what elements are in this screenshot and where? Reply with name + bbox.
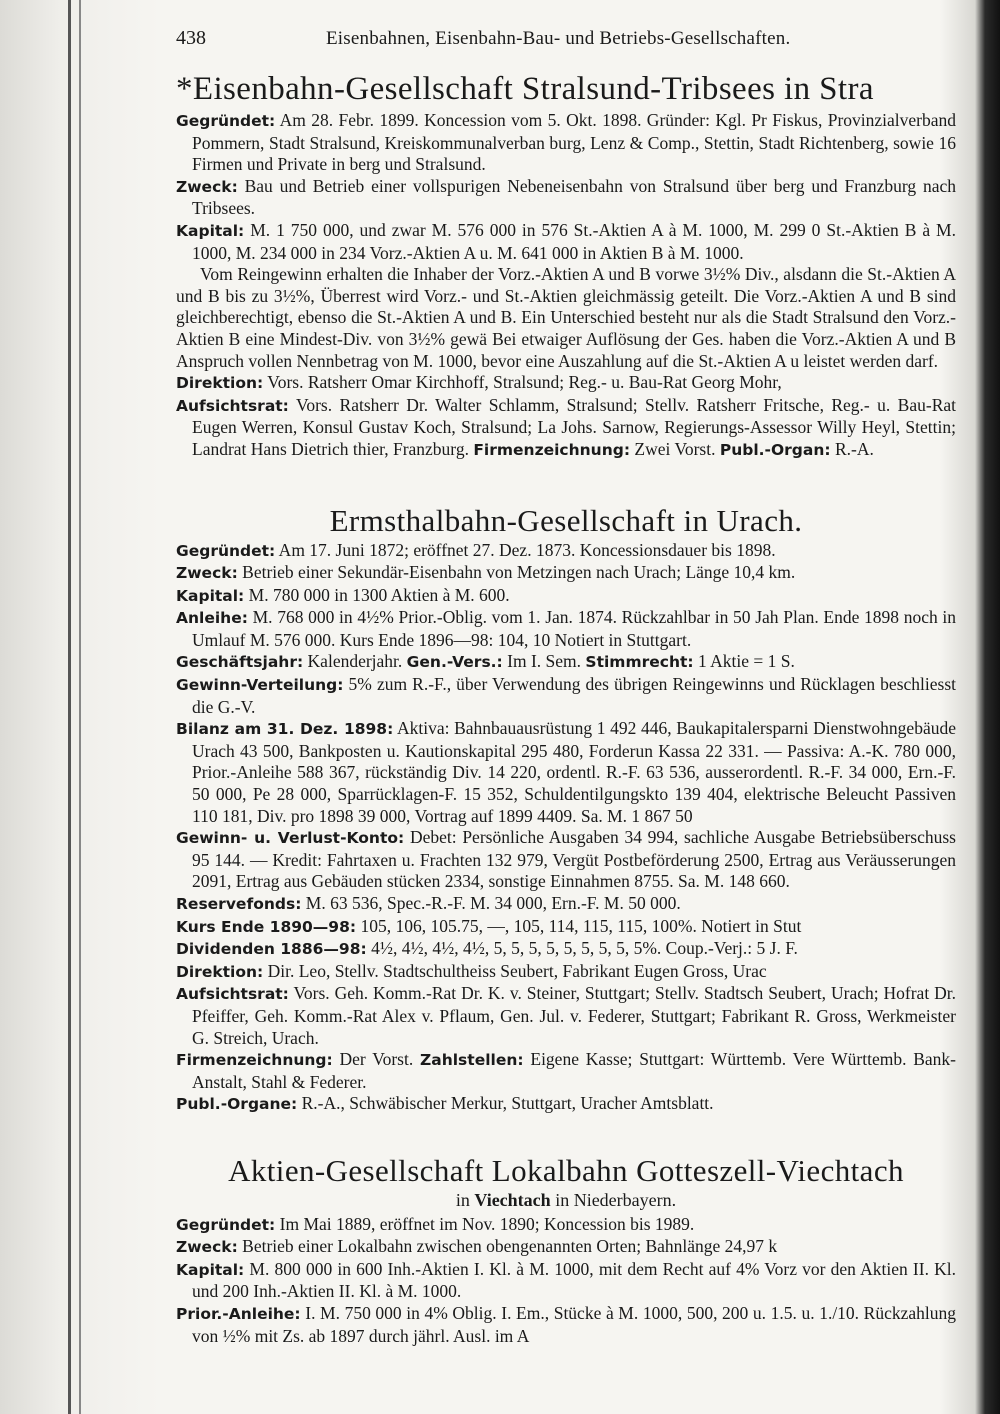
company-section <box>176 1152 956 1347</box>
entry-bilanz: Bilanz am 31. Dez. 1898: Aktiva: Bahnbauausrüstung 1 492 446, Baukapitalersparni Dienstwohngebäude Urach 43 500, Bankposten u. Kautionskapital 295 480, Forderun Kassa 22 331. — Passiva: A.-K. 780 000, Prior.-Anleihe 588 367, rückständig Div. 14 220, ordentl. R.-F. 63 536, ausserordentl. R.-F. 34 000, Ern.-F. 50 000, Pe 28 000, Sparrücklagen-F. 15 352, Schuldentilgungskto 139 404, elektrische Beleucht Passiven 110 181, Div. pro 1898 39 000, Vortrag auf 1899 4409. Sa. M. 1 867 50 <box>176 718 956 826</box>
entry-firmenzeichnung: Firmenzeichnung: Der Vorst. Zahlstellen: Eigene Kasse; Stuttgart: Württemb. Vere Württemb. Bank-Anstalt, Stahl & Federer. <box>176 1049 957 1092</box>
entry-aufsichtsrat: Aufsichtsrat: Vors. Ratsherr Dr. Walter Schlamm, Stralsund; Stellv. Ratsherr Fritsche, Reg.- u. Bau-Rat Eugen Werren, Konsul Gustav Koch, Stralsund; La Johs. Sarnow, Regierungs-Assessor Willy Heyl, Stettin; Landrat Hans Dietrich thier, Franzburg. Firmenzeichnung: Zwei Vorst. Publ.-Organ: R.-A. <box>176 394 956 459</box>
entry-kurs: Kurs Ende 1890—98: 105, 106, 105.75, —, 105, 114, 115, 115, 100%. Notiert in Stut <box>176 915 802 936</box>
entry-kapital: Kapital: M. 1 750 000, und zwar M. 576 000 in 576 St.-Aktien A à M. 1000, M. 299 0 St.-Aktien B à M. 1000, M. 234 000 in 234 Vorz.-Aktien A u. M. 641 000 in Aktien B à M. 1000. <box>176 219 956 263</box>
entry-kapital: Kapital: M. 780 000 in 1300 Aktien à M. 600. <box>176 584 510 605</box>
entry-kapital: Kapital: M. 800 000 in 600 Inh.-Aktien I. Kl. à M. 1000, mit dem Recht auf 4% Vorz vor den Aktien II. Kl. und 200 Inh.-Aktien II. Kl. à M. 1000. <box>176 1258 956 1302</box>
entry-gewinn-verteilung: Gewinn-Verteilung: 5% zum R.-F., über Verwendung des übrigen Reingewinns und Rücklagen beschliesst die G.-V. <box>176 674 956 717</box>
company-title: *Eisenbahn-Gesellschaft Stralsund-Tribsees in Stra <box>176 71 874 107</box>
running-title: Eisenbahnen, Eisenbahn-Bau- und Betriebs-Gesellschaften. <box>326 28 791 49</box>
company-subtitle: in Viechtach in Niederbayern. <box>455 1189 677 1210</box>
spine-line <box>68 0 71 1414</box>
entry-reservefonds: Reservefonds: M. 63 536, Spec.-R.-F. M. 34 000, Ern.-F. M. 50 000. <box>176 893 681 913</box>
company-section <box>176 70 956 462</box>
entry-zweck: Zweck: Betrieb einer Lokalbahn zwischen obengenannten Orten; Bahnlänge 24,97 k <box>176 1236 778 1257</box>
page-content <box>176 28 956 1347</box>
entry-anleihe: Anleihe: M. 768 000 in 4½% Prior.-Oblig. vom 1. Jan. 1874. Rückzahlbar in 50 Jah Plan. Ende 1898 noch in Umlauf M. 576 000. Kurs Ende 1896—98: 104, 10 Notiert in Stuttgart. <box>176 607 956 650</box>
company-title: Aktien-Gesellschaft Lokalbahn Gotteszell-Viechtach <box>228 1152 904 1188</box>
page-number: 438 <box>176 27 206 49</box>
entry-dividenden: Dividenden 1886—98: 4½, 4½, 4½, 4½, 5, 5, 5, 5, 5, 5, 5, 5, 5%. Coup.-Verj.: 5 J. F. <box>176 938 798 959</box>
company-title: Ermsthalbahn-Gesellschaft in Urach. <box>329 502 803 538</box>
paragraph-reingewinn: Vom Reingewinn erhalten die Inhaber der Vorz.-Aktien A und B vorwe 3½% Div., alsdann die St.-Aktien A und B bis zu 3½%, Überrest wird Vorz.- und St.-Aktien gleichmässig geteilt. Die Vorz.-Aktien A und B sind gleichberechtigt, ebenso die St.-Aktien A und B. Ein Unterschied besteht nur als die Stadt Stralsund den Vorz.-Aktien B eine Mindest-Div. von 3½% gewä Bei etwaiger Auflösung der Ges. haben die Vorz.-Aktien A und B Anspruch vollen Nennbetrag von M. 1000, bevor eine Auszahlung auf die St.-Aktien A u leistet werden darf. <box>176 264 956 371</box>
running-header <box>176 28 956 62</box>
entry-gegruendet: Gegründet: Im Mai 1889, eröffnet im Nov. 1890; Koncession bis 1989. <box>176 1213 695 1234</box>
company-section <box>176 502 956 1116</box>
entry-direktion: Direktion: Vors. Ratsherr Omar Kirchhoff, Stralsund; Reg.- u. Bau-Rat Georg Mohr, <box>176 372 782 393</box>
entry-zweck: Zweck: Betrieb einer Sekundär-Eisenbahn von Metzingen nach Urach; Länge 10,4 km. <box>176 562 796 583</box>
entry-gewinn-verlust: Gewinn- u. Verlust-Konto: Debet: Persönliche Ausgaben 34 994, sachliche Ausgabe Betriebsüberschuss 95 144. — Kredit: Fahrtaxen u. Frachten 132 979, Vergüt Postbeförderung 2500, Ertrag aus Veräusserungen 2091, Ertrag aus Gebäuden stücken 2334, sonstige Einnahmen 8755. Sa. M. 148 660. <box>176 827 956 892</box>
entry-prior-anleihe: Prior.-Anleihe: I. M. 750 000 in 4% Oblig. I. Em., Stücke à M. 1000, 500, 200 u. 1.5. u. 1./10. Rückzahlung von ½% mit Zs. ab 1897 durch jährl. Ausl. im A <box>176 1302 956 1346</box>
entry-geschaeftsjahr: Geschäftsjahr: Kalenderjahr. Gen.-Vers.: Im I. Sem. Stimmrecht: 1 Aktie = 1 S. <box>176 651 795 672</box>
entry-gegruendet: Gegründet: Am 17. Juni 1872; eröffnet 27. Dez. 1873. Koncessionsdauer bis 1898. <box>176 539 776 560</box>
spine-line <box>79 0 81 1414</box>
entry-direktion: Direktion: Dir. Leo, Stellv. Stadtschultheiss Seubert, Fabrikant Eugen Gross, Urac <box>176 960 767 981</box>
entry-gegruendet: Gegründet: Am 28. Febr. 1899. Koncession vom 5. Okt. 1898. Gründer: Kgl. Pr Fiskus, Provinzialverband Pommern, Stadt Stralsund, Kreiskommunalverban burg, Lenz & Comp., Stettin, Stadt Richtenberg, sowie 16 Firmen und Private in berg und Stralsund. <box>176 110 956 175</box>
entry-aufsichtsrat: Aufsichtsrat: Vors. Geh. Komm.-Rat Dr. K. v. Steiner, Stuttgart; Stellv. Stadtsch Seubert, Urach; Hofrat Dr. Pfeiffer, Geh. Komm.-Rat Alex v. Pflaum, Gen. Jul. v. Federer, Stuttgart; Fabrikant R. Gross, Werkmeister G. Streich, Urach. <box>176 983 956 1048</box>
entry-publ-organe: Publ.-Organe: R.-A., Schwäbischer Merkur, Stuttgart, Uracher Amtsblatt. <box>176 1093 714 1114</box>
entry-zweck: Zweck: Bau und Betrieb einer vollspurigen Nebeneisenbahn von Stralsund über berg und Franzburg nach Tribsees. <box>176 175 956 219</box>
